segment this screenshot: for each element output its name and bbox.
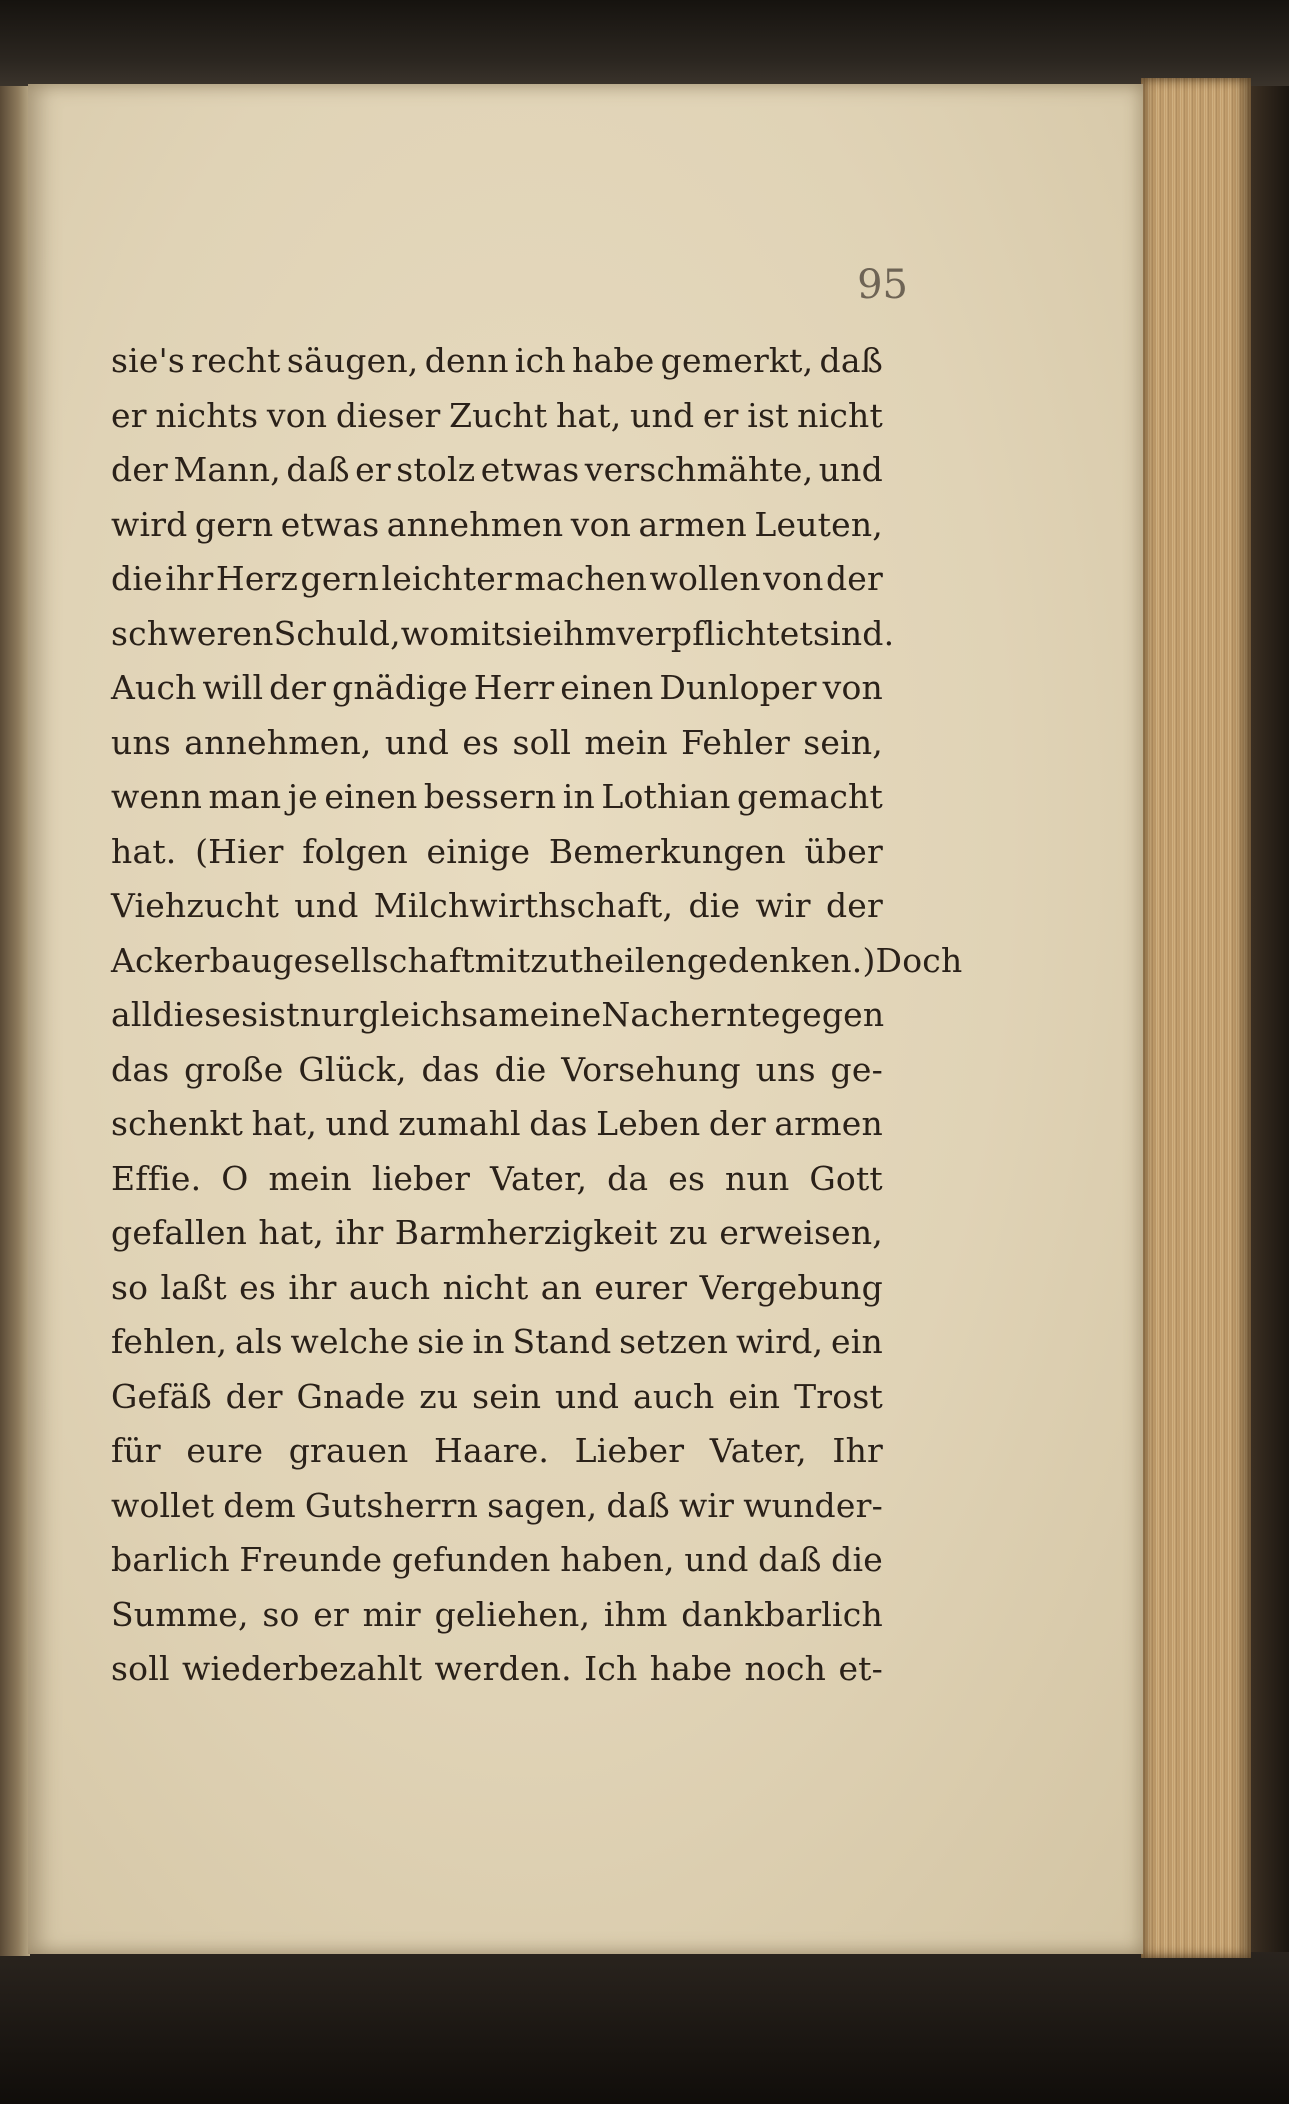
word: als bbox=[235, 1322, 283, 1361]
word: ist bbox=[747, 395, 789, 435]
word: er bbox=[111, 395, 147, 435]
word: recht bbox=[191, 341, 281, 380]
word: dieses bbox=[152, 995, 259, 1034]
word: Dunloper bbox=[659, 668, 817, 707]
word: die bbox=[831, 1540, 883, 1579]
word: Barmherzigkeit bbox=[394, 1213, 658, 1252]
word: haben, bbox=[560, 1540, 675, 1579]
word: Bemerkungen bbox=[548, 831, 786, 871]
word: hat, bbox=[258, 1213, 324, 1252]
word: dieser bbox=[335, 395, 441, 435]
word: gern bbox=[300, 559, 380, 598]
book-spine-shadow bbox=[1251, 86, 1289, 1952]
text-line bbox=[111, 1479, 883, 1534]
word: gemacht bbox=[736, 777, 883, 816]
word: ich bbox=[514, 341, 566, 380]
text-line bbox=[111, 389, 883, 444]
word: Vergebung bbox=[699, 1267, 883, 1307]
text-line bbox=[111, 1152, 883, 1207]
word: das bbox=[421, 1049, 480, 1089]
word: barlich bbox=[111, 1540, 230, 1579]
word: der bbox=[225, 1376, 283, 1416]
word: all bbox=[111, 995, 153, 1034]
word: von bbox=[570, 504, 632, 544]
text-line bbox=[111, 661, 883, 716]
word: eine bbox=[529, 995, 602, 1034]
word: folgen bbox=[302, 831, 408, 871]
word: wollen bbox=[649, 559, 761, 598]
word: Ihr bbox=[832, 1431, 883, 1470]
word: verpflichtet bbox=[616, 613, 813, 653]
word: einen bbox=[324, 777, 418, 816]
word: fehlen, bbox=[111, 1322, 228, 1361]
word: gleichsam bbox=[358, 995, 530, 1034]
word: will bbox=[202, 668, 264, 707]
word: schenkt bbox=[111, 1104, 244, 1143]
text-line bbox=[111, 1588, 883, 1643]
word: leichter bbox=[381, 559, 512, 598]
book-cover-bottom bbox=[0, 1950, 1289, 2104]
word: noch bbox=[744, 1649, 827, 1688]
word: gnädige bbox=[332, 668, 468, 707]
word: ge- bbox=[830, 1049, 883, 1089]
word: daß bbox=[606, 1485, 670, 1525]
word: säugen, bbox=[286, 341, 419, 380]
text-line bbox=[111, 1261, 883, 1316]
word: gegen bbox=[780, 995, 885, 1034]
word: wenn bbox=[111, 777, 203, 816]
text-line bbox=[111, 879, 883, 934]
word: es bbox=[668, 1158, 706, 1198]
word: auch bbox=[633, 1376, 715, 1416]
word: er bbox=[355, 450, 391, 489]
word: gedenken.) bbox=[686, 940, 876, 980]
left-page-edge bbox=[0, 86, 30, 1956]
word: Herz bbox=[215, 559, 299, 598]
text-line bbox=[111, 443, 883, 498]
word: der bbox=[708, 1104, 766, 1143]
word: daß bbox=[286, 450, 350, 489]
word: der bbox=[111, 450, 169, 489]
word: wollet bbox=[111, 1485, 215, 1525]
word: Auch bbox=[111, 668, 197, 707]
word: Gutsherrn bbox=[304, 1485, 479, 1525]
word: und bbox=[294, 886, 359, 925]
word: hat. bbox=[111, 831, 177, 871]
word: erweisen, bbox=[719, 1213, 883, 1252]
text-line bbox=[111, 498, 883, 553]
word: Freunde bbox=[239, 1540, 383, 1579]
word: einen bbox=[560, 668, 654, 707]
word: Lieber bbox=[574, 1431, 685, 1470]
word: Vorsehung bbox=[561, 1049, 741, 1089]
word: und bbox=[325, 1104, 390, 1143]
word: grauen bbox=[288, 1431, 409, 1470]
word: ihr bbox=[165, 559, 214, 598]
text-line bbox=[111, 988, 883, 1043]
word: daß bbox=[819, 341, 883, 380]
word: denn bbox=[424, 341, 509, 380]
word: Herr bbox=[473, 668, 555, 707]
word: etwas bbox=[480, 450, 580, 489]
word: Mann, bbox=[173, 450, 281, 489]
word: Gott bbox=[809, 1158, 883, 1198]
word: zumahl bbox=[398, 1104, 521, 1143]
word: Milchwirthschaft, bbox=[373, 886, 674, 925]
word: und bbox=[684, 1540, 749, 1579]
text-line bbox=[111, 1315, 883, 1370]
word: von bbox=[266, 395, 328, 435]
word: für bbox=[111, 1431, 161, 1470]
word: nicht bbox=[442, 1267, 529, 1307]
word: eurer bbox=[594, 1267, 688, 1307]
word: und bbox=[818, 450, 883, 489]
word: da bbox=[607, 1158, 649, 1198]
word: Trost bbox=[794, 1376, 883, 1416]
word: wird, bbox=[736, 1322, 824, 1361]
word: annehmen, bbox=[184, 722, 372, 762]
word: uns bbox=[111, 722, 172, 762]
word: er bbox=[313, 1594, 349, 1634]
word: stolz bbox=[396, 450, 476, 489]
word: wird bbox=[111, 504, 188, 544]
word: ihr bbox=[288, 1267, 337, 1307]
word: werden. bbox=[434, 1649, 572, 1688]
word: Gefäß bbox=[111, 1376, 212, 1416]
text-line bbox=[111, 1043, 883, 1098]
text-line bbox=[111, 1533, 883, 1588]
word: Zucht bbox=[449, 395, 548, 435]
word: in bbox=[472, 1322, 505, 1361]
word: gemerkt, bbox=[660, 341, 814, 380]
word: Leuten, bbox=[754, 504, 883, 544]
word: und bbox=[630, 395, 695, 435]
word: et- bbox=[838, 1649, 883, 1688]
word: lieber bbox=[371, 1158, 471, 1198]
text-line bbox=[111, 770, 883, 825]
text-line bbox=[111, 334, 883, 389]
word: ein bbox=[728, 1376, 781, 1416]
word: welche bbox=[290, 1322, 410, 1361]
text-line bbox=[111, 552, 883, 607]
word: ihm bbox=[552, 613, 617, 653]
word: sie bbox=[505, 613, 553, 653]
word: Lothian bbox=[601, 777, 731, 816]
word: sein bbox=[472, 1376, 542, 1416]
word: und bbox=[555, 1376, 620, 1416]
word: der bbox=[269, 668, 327, 707]
word: ihr bbox=[335, 1213, 384, 1252]
word: O bbox=[221, 1158, 249, 1198]
word: etwas bbox=[280, 504, 380, 544]
word: Haare. bbox=[434, 1431, 550, 1470]
word: dankbarlich bbox=[681, 1594, 883, 1634]
word: soll bbox=[512, 722, 572, 762]
word: nicht bbox=[797, 395, 883, 435]
word: Summe, bbox=[111, 1594, 249, 1634]
word: sein, bbox=[803, 722, 883, 762]
word: gefunden bbox=[391, 1540, 551, 1579]
word: nun bbox=[725, 1158, 790, 1198]
word: mein bbox=[584, 722, 668, 762]
word: Effie. bbox=[111, 1158, 202, 1198]
word: so bbox=[111, 1267, 149, 1307]
word: das bbox=[111, 1049, 170, 1089]
word: die bbox=[494, 1049, 547, 1089]
word: Ackerbaugesellschaft bbox=[111, 940, 475, 980]
text-line bbox=[111, 825, 883, 880]
word: mein bbox=[268, 1158, 352, 1198]
word: sie bbox=[417, 1322, 465, 1361]
word: er bbox=[702, 395, 739, 435]
word: so bbox=[262, 1594, 300, 1634]
word: Ich bbox=[584, 1649, 638, 1688]
word: Gnade bbox=[296, 1376, 406, 1416]
word: man bbox=[208, 777, 282, 816]
word: wiederbezahlt bbox=[182, 1649, 423, 1688]
word: bessern bbox=[423, 777, 557, 816]
word: Stand bbox=[512, 1322, 612, 1361]
word: gefallen bbox=[111, 1213, 248, 1252]
word: habe bbox=[572, 341, 655, 380]
word: nichts bbox=[155, 395, 259, 435]
word: wir bbox=[755, 886, 811, 925]
word: Fehler bbox=[681, 722, 790, 762]
word: ist bbox=[258, 995, 300, 1034]
word: schweren bbox=[111, 613, 274, 653]
word: Viehzucht bbox=[111, 886, 280, 925]
word: wunder- bbox=[743, 1485, 883, 1525]
word: von bbox=[822, 668, 883, 707]
word: Schuld, bbox=[273, 613, 401, 653]
word: große bbox=[184, 1049, 284, 1089]
word: mitzutheilen bbox=[474, 940, 687, 980]
word: und bbox=[384, 722, 450, 762]
text-line bbox=[111, 607, 895, 662]
word: sind. bbox=[812, 613, 895, 653]
word: Glück, bbox=[298, 1049, 407, 1089]
word: eure bbox=[186, 1431, 264, 1470]
word: mir bbox=[362, 1594, 421, 1634]
word: hat, bbox=[555, 395, 622, 435]
word: es bbox=[239, 1267, 277, 1307]
word: Leben bbox=[596, 1104, 701, 1143]
word: an bbox=[540, 1267, 583, 1307]
word: armen bbox=[774, 1104, 883, 1143]
word: ihm bbox=[603, 1594, 668, 1634]
text-line bbox=[111, 1424, 883, 1479]
word: Doch bbox=[875, 940, 963, 980]
word: von bbox=[763, 559, 824, 598]
page-number: 95 bbox=[857, 262, 908, 308]
text-line bbox=[111, 1642, 883, 1697]
word: dem bbox=[223, 1485, 296, 1525]
word: gern bbox=[194, 504, 274, 544]
word: armen bbox=[638, 504, 747, 544]
page-stack-edge bbox=[1141, 78, 1251, 1958]
word: in bbox=[562, 777, 595, 816]
word: annehmen bbox=[386, 504, 564, 544]
word: zu bbox=[419, 1376, 459, 1416]
word: sagen, bbox=[487, 1485, 598, 1525]
text-line bbox=[111, 1206, 883, 1261]
word: der bbox=[825, 559, 883, 598]
word: setzen bbox=[619, 1322, 729, 1361]
word: die bbox=[688, 886, 741, 925]
word: je bbox=[287, 777, 318, 816]
word: laßt bbox=[160, 1267, 227, 1307]
word: nur bbox=[299, 995, 359, 1034]
body-text bbox=[111, 334, 963, 1697]
word: Vater, bbox=[709, 1431, 807, 1470]
text-line bbox=[111, 716, 883, 771]
word: ein bbox=[831, 1322, 883, 1361]
word: über bbox=[804, 831, 883, 871]
word: geliehen, bbox=[434, 1594, 591, 1634]
word: das bbox=[529, 1104, 588, 1143]
word: es bbox=[462, 722, 500, 762]
word: (Hier bbox=[195, 831, 284, 871]
book-cover-top bbox=[0, 0, 1289, 86]
word: der bbox=[825, 886, 883, 925]
word: Nachernte bbox=[601, 995, 781, 1034]
word: hat, bbox=[251, 1104, 318, 1143]
word: die bbox=[111, 559, 163, 598]
word: wir bbox=[678, 1485, 735, 1525]
word: auch bbox=[348, 1267, 431, 1307]
word: Vater, bbox=[490, 1158, 588, 1198]
text-line bbox=[111, 934, 963, 989]
word: machen bbox=[514, 559, 648, 598]
text-line bbox=[111, 1097, 883, 1152]
word: sie's bbox=[111, 341, 186, 380]
word: einige bbox=[426, 831, 531, 871]
text-line bbox=[111, 1370, 883, 1425]
word: soll bbox=[111, 1649, 170, 1688]
word: zu bbox=[668, 1213, 708, 1252]
word: habe bbox=[649, 1649, 733, 1688]
word: verschmähte, bbox=[584, 450, 814, 489]
word: uns bbox=[755, 1049, 816, 1089]
word: womit bbox=[400, 613, 506, 653]
word: daß bbox=[758, 1540, 822, 1579]
